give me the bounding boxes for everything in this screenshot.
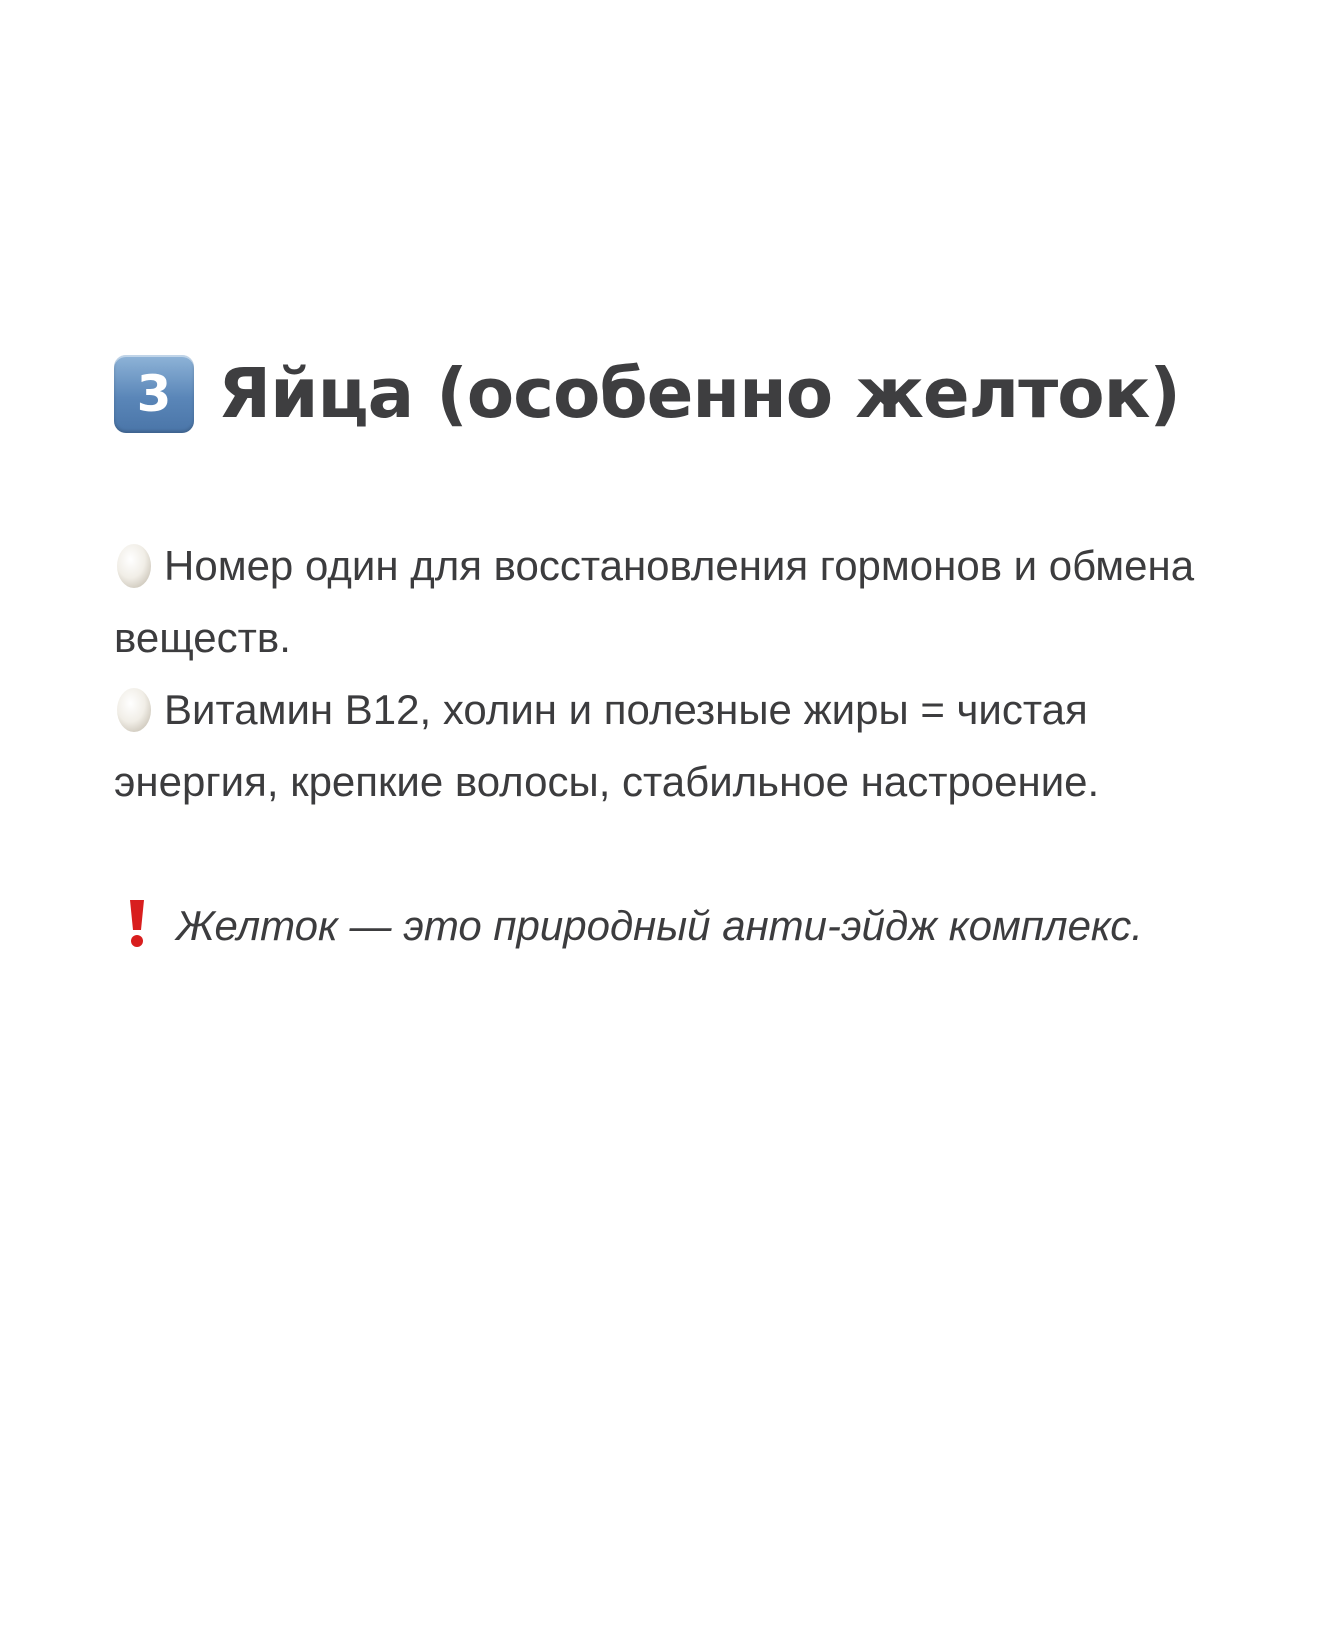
slide-content — [114, 352, 1234, 962]
egg-icon — [114, 540, 154, 590]
paragraph-vitamins — [114, 674, 1234, 818]
red-exclamation-icon — [126, 898, 148, 948]
paragraph-spacer — [114, 818, 1234, 890]
section-heading — [114, 352, 1234, 436]
heading-title: Яйца (особенно желток) — [218, 354, 1180, 434]
keycap-three-icon: 3 — [114, 355, 194, 433]
yolk-note-text: Желток — это природный анти-эйдж комплекс. — [176, 902, 1143, 949]
yolk-note — [114, 890, 1234, 962]
body-text — [114, 530, 1234, 962]
paragraph-hormones — [114, 530, 1234, 674]
egg-icon — [114, 684, 154, 734]
paragraph-vitamins-text: Витамин B12, холин и полезные жиры = чистая энергия, крепкие волосы, стабильное настроение. — [114, 686, 1100, 805]
paragraph-hormones-text: Номер один для восстановления гормонов и обмена веществ. — [114, 542, 1195, 661]
